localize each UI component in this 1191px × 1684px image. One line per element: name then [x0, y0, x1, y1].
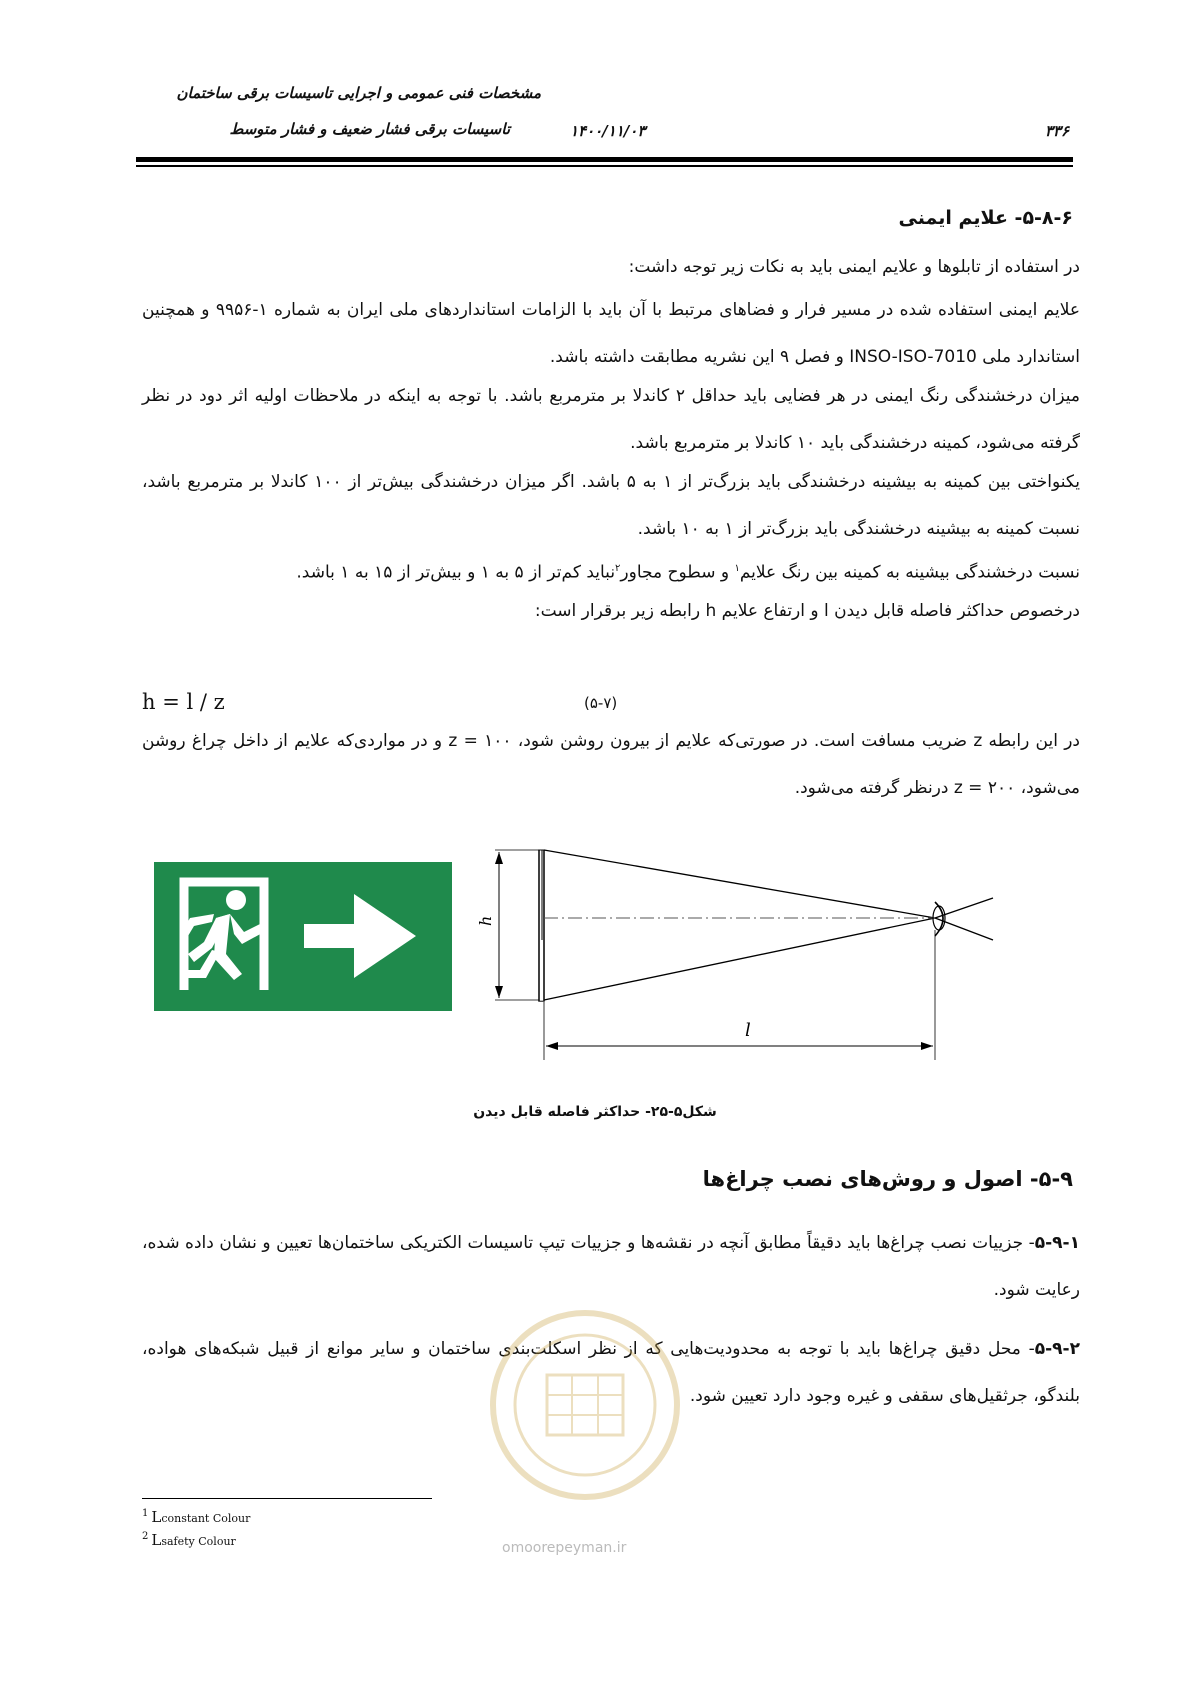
watermark-text: omoorepeyman.ir [502, 1540, 627, 1556]
heading-luminaire-installation: ۵-۹- اصول و روش‌های نصب چراغ‌ها [702, 1167, 1073, 1191]
footnote-1-main: L [151, 1508, 162, 1526]
paragraph-6: درخصوص حداکثر فاصله قابل دیدن l و ارتفاع علایم h رابطه زیر برقرار است: [534, 601, 1080, 621]
book-title: مشخصات فنی عمومی و اجرایی تاسیسات برقی ساختمان [176, 84, 541, 102]
item-number-9-2: ۵-۹-۲ [1034, 1339, 1080, 1359]
viewing-distance-diagram [476, 850, 1085, 1070]
paragraph-5-part-a: نسبت درخشندگی بیشینه به کمینه بین رنگ علایم [739, 562, 1080, 583]
footnote-ref-2[interactable]: ۲ [615, 563, 621, 574]
item-number-9-1: ۵-۹-۱ [1034, 1233, 1080, 1253]
watermark-seal-icon [485, 1305, 685, 1505]
label-h: h [476, 915, 495, 926]
header-rule-thin [136, 165, 1073, 167]
header-date: ۱۴۰۰/۱۱/۰۳ [570, 122, 646, 140]
footnote-2-main: L [151, 1531, 162, 1549]
exit-sign [154, 862, 452, 1011]
paragraph-3: میزان درخشندگی رنگ ایمنی در هر فضایی باید حداقل ۲ کاندلا بر مترمربع باشد. با توجه به اینکه در ملاحظات اولیه اثر دود در نظر گرفته می‌شود، کمینه درخشندگی باید ۱۰ کاندلا بر مترمربع باشد. [142, 386, 1080, 453]
equation-number: (۵-۷) [584, 694, 618, 712]
footnote-1 [142, 1508, 250, 1526]
page-number: ۳۳۶ [1044, 122, 1069, 140]
label-l: l [745, 1020, 751, 1041]
paragraph-2: علایم ایمنی استفاده شده در مسیر فرار و فضاهای مرتبط با آن باید با الزامات استانداردهای ملی ایران به شماره ۱-۹۹۵۶ و همچنین استاندارد ملی INSO-ISO-7010 و فصل ۹ این نشریه مطابقت داشته باشد. [142, 300, 1081, 367]
paragraph-5-part-c: نباید کم‌تر از ۵ به ۱ و بیش‌تر از ۱۵ به ۱ باشد. [296, 562, 616, 583]
section-title: تاسیسات برقی فشار ضعیف و فشار متوسط [229, 120, 510, 138]
figure-caption: شکل۵-۲۵- حداکثر فاصله قابل دیدن [473, 1104, 717, 1120]
footnote-1-number: 1 [142, 1508, 149, 1519]
header-rule [136, 157, 1073, 162]
item-text-9-2: - محل دقیق چراغ‌ها باید با توجه به محدودیت‌هایی که از نظر اسکلت‌بندی ساختمان و سایر موانع از قبیل شبکه‌های هواده، بلندگو، جرثقیل‌های سقفی و غیره وجود دارد تعیین شود. [142, 1339, 1080, 1406]
heading-safety-signs: ۵-۸-۶- علایم ایمنی [898, 207, 1073, 229]
paragraph-5-part-b: و سطوح مجاور [620, 562, 735, 583]
paragraph-7: در این رابطه z ضریب مسافت است. در صورتی‌که علایم از بیرون روشن شود، z = ۱۰۰ و در مواردی‌که علایم از داخل چراغ روشن می‌شود، z = ۲۰۰ درنظر گرفته می‌شود. [142, 731, 1081, 798]
item-text-9-1: - جزییات نصب چراغ‌ها باید دقیقاً مطابق آنچه در نقشه‌ها و جزییات تیپ تاسیسات الکتریکی ساختمان‌ها تعیین و نشان داده شده، رعایت شود. [142, 1233, 1080, 1300]
footnote-1-sub: constant Colour [161, 1512, 251, 1525]
running-man-arrow-icon [154, 862, 452, 1011]
paragraph-1: در استفاده از تابلوها و علایم ایمنی باید به نکات زیر توجه داشت: [628, 257, 1080, 277]
footnote-ref-1[interactable]: ۱ [734, 563, 740, 574]
footnote-rule [142, 1498, 432, 1499]
formula: h = l / z [142, 690, 225, 714]
paragraph-4: یکنواختی بین کمینه به بیشینه درخشندگی باید بزرگ‌تر از ۱ به ۵ باشد. اگر میزان درخشندگی بیش‌تر از ۱۰۰ کاندلا بر مترمربع باشد، نسبت کمینه به بیشینه درخشندگی باید بزرگ‌تر از ۱ به ۱۰ باشد. [142, 472, 1080, 539]
footnote-2-sub: safety Colour [161, 1535, 236, 1548]
footnote-2-number: 2 [142, 1531, 149, 1542]
footnote-2 [142, 1531, 236, 1549]
paragraph-9-1 [142, 1220, 1080, 1314]
